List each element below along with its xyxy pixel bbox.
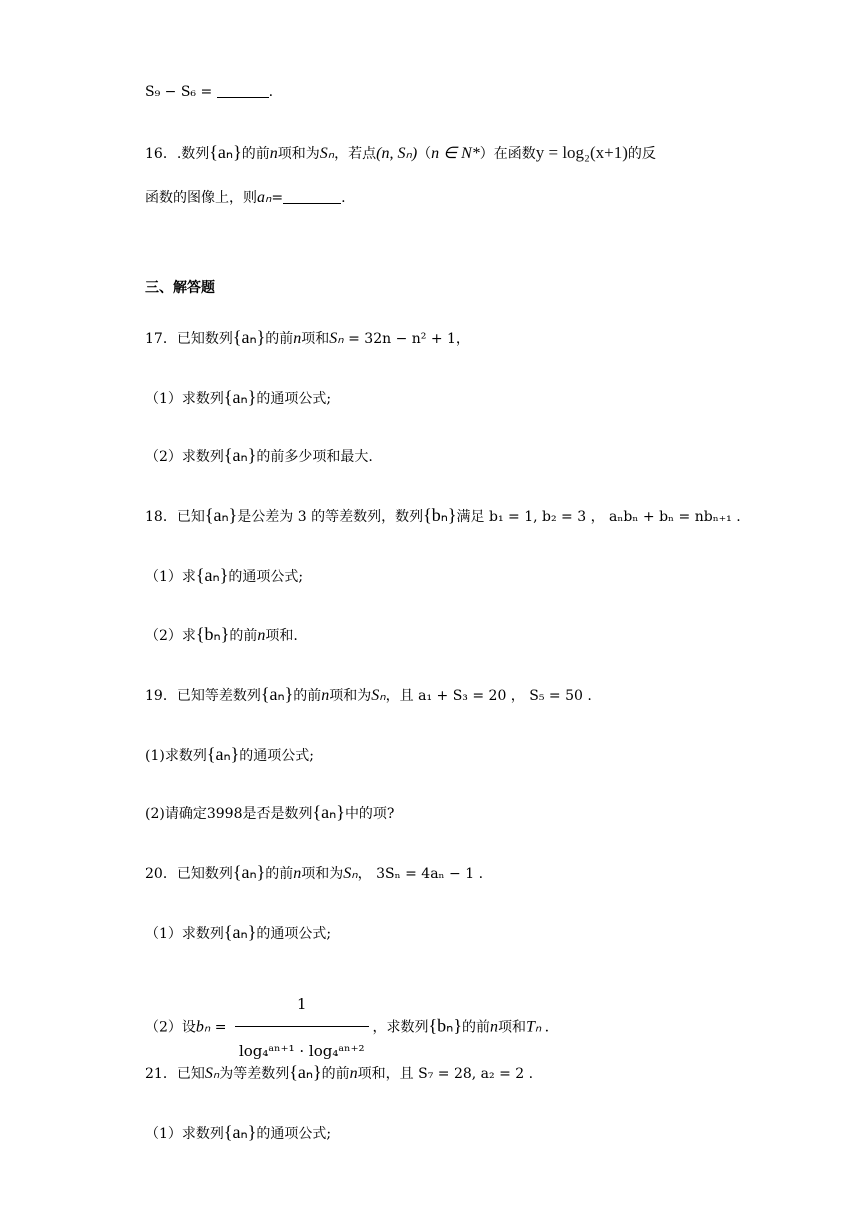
- section-title: 三、解答题: [145, 280, 215, 296]
- seq-an: {aₙ}: [209, 142, 242, 162]
- question-19: 19．已知等差数列{aₙ}的前n项和为Sₙ，且 a₁ + S₃ = 20 ， S₅ = 50 .: [145, 684, 592, 704]
- question-17-part1: （1）求数列{aₙ}的通项公式;: [145, 387, 332, 407]
- function-expr: y = log₂(x+1): [535, 143, 628, 162]
- question-18: 18．已知{aₙ}是公差为 3 的等差数列，数列{bₙ}满足 b₁ = 1, b₂ = 3 ， aₙbₙ + bₙ = nbₙ₊₁ .: [145, 505, 741, 525]
- q17-formula: = 32n − n² + 1，: [348, 331, 470, 347]
- q19-cond2: S₅ = 50 .: [529, 688, 592, 704]
- question-19-part2: (2)请确定3998是否是数列{aₙ}中的项?: [145, 802, 395, 822]
- question-16-line2: 函数的图像上，则aₙ= .: [145, 189, 346, 206]
- q15-tail: S₉ − S₆ = .: [145, 84, 274, 100]
- q18-cond: b₁ = 1, b₂ = 3 ，: [489, 509, 605, 525]
- question-18-part2: （2）求{bₙ}的前n项和.: [145, 624, 298, 644]
- question-17-part2: （2）求数列{aₙ}的前多少项和最大.: [145, 445, 373, 465]
- q19-cond1: a₁ + S₃ = 20 ，: [418, 688, 525, 704]
- log-denominator: log₄ᵃⁿ⁺¹ · log₄ᵃⁿ⁺²: [235, 1026, 369, 1073]
- q18-relation: aₙbₙ + bₙ = nbₙ₊₁ .: [609, 509, 741, 525]
- question-21-part1: （1）求数列{aₙ}的通项公式;: [145, 1122, 332, 1142]
- answer-blank[interactable]: [283, 189, 341, 204]
- question-20-part1: （1）求数列{aₙ}的通项公式;: [145, 922, 332, 942]
- q20-cond: ， 3Sₙ = 4aₙ − 1 .: [357, 866, 484, 882]
- question-21: 21．已知Sₙ为等差数列{aₙ}的前n项和，且 S₇ = 28, a₂ = 2 .: [145, 1062, 534, 1082]
- q21-cond: S₇ = 28, a₂ = 2 .: [418, 1066, 534, 1082]
- question-20-part2: （2）设bₙ = $\frac{1}{\text{log₄ᵃⁿ⁺¹ · log₄ᵃⁿ⁺²}}$ ，求数列{bₙ}的前n项和Tₙ .: [145, 982, 549, 1073]
- fraction: $\frac{1}{\text{log₄ᵃⁿ⁺¹ · log₄ᵃⁿ⁺²}}$: [235, 982, 369, 1073]
- answer-blank[interactable]: [217, 83, 269, 98]
- question-20: 20．已知数列{aₙ}的前n项和为Sₙ， 3Sₙ = 4aₙ − 1 .: [145, 862, 484, 882]
- question-18-part1: （1）求{aₙ}的通项公式;: [145, 565, 304, 585]
- question-19-part1: (1)求数列{aₙ}的通项公式;: [145, 744, 315, 764]
- question-16: 16．.数列{aₙ}的前n项和为Sₙ，若点(n, Sₙ)（n ∈ N*）在函数y = log₂(x+1)的反: [145, 142, 656, 162]
- q15-expr: S₉ − S₆ =: [145, 84, 213, 100]
- question-17: 17．已知数列{aₙ}的前n项和Sₙ = 32n − n² + 1，: [145, 327, 470, 347]
